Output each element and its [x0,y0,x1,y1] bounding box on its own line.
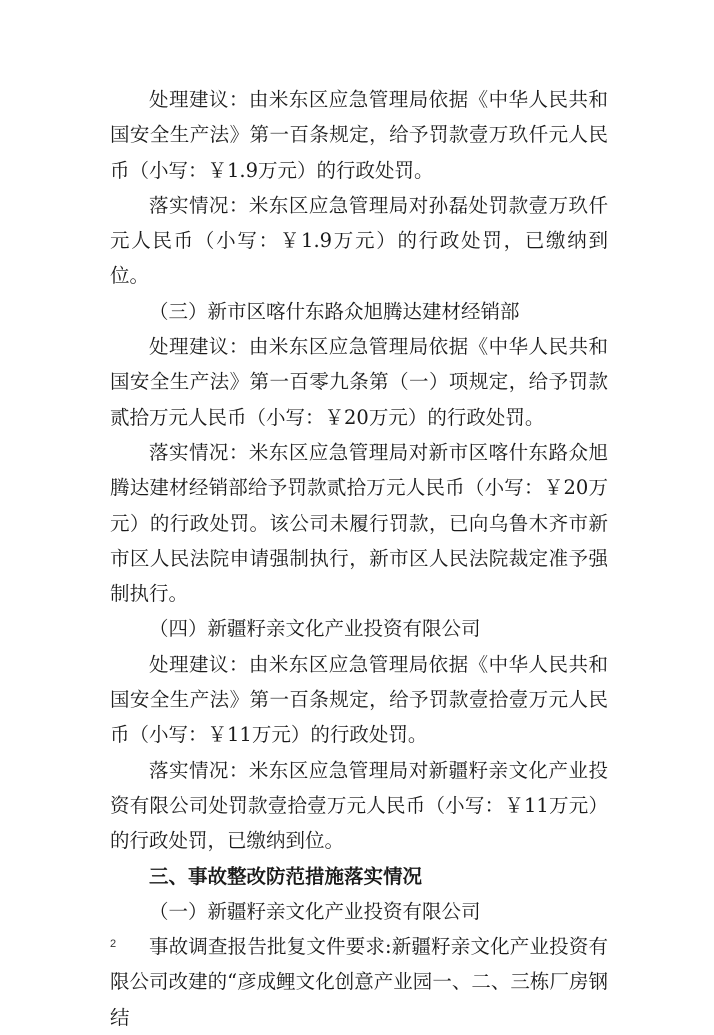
document-body [110,82,608,1035]
section-heading-3: （三）新市区喀什东路众旭腾达建材经销部 [149,299,520,323]
paragraph-proposal-3: 处理建议：由米东区应急管理局依据《中华人民共和国安全生产法》第一百零九条第（一）项规定，给予罚款贰拾万元人民币（小写：￥20万元）的行政处罚。 [110,335,608,429]
section-heading-4: （四）新疆籽亲文化产业投资有限公司 [149,617,481,641]
paragraph-implementation-4: 落实情况：米东区应急管理局对新疆籽亲文化产业投资有限公司处罚款壹拾壹万元人民币（小写：￥11万元）的行政处罚，已缴纳到位。 [110,758,608,853]
paragraph-proposal-4: 处理建议：由米东区应急管理局依据《中华人民共和国安全生产法》第一百条规定，给予罚款壹拾壹万元人民币（小写：￥11万元）的行政处罚。 [110,652,608,747]
paragraph-proposal-1: 处理建议：由米东区应急管理局依据《中华人民共和国安全生产法》第一百条规定，给予罚款壹万玖仟元人民币（小写：￥1.9万元）的行政处罚。 [110,88,608,182]
chapter-heading-3: 三、事故整改防范措施落实情况 [149,864,423,888]
subsection-heading-1: （一）新疆籽亲文化产业投资有限公司 [149,899,481,923]
paragraph-implementation-1: 落实情况：米东区应急管理局对孙磊处罚款壹万玖仟元人民币（小写：￥1.9万元）的行政处罚，已缴纳到位。 [110,193,608,288]
paragraph-rectification-1: 事故调查报告批复文件要求:新疆籽亲文化产业投资有限公司改建的“彦成鲤文化创意产业园一、二、三栋厂房钢结 [110,935,608,1029]
paragraph-implementation-3: 落实情况：米东区应急管理局对新市区喀什东路众旭腾达建材经销部给予罚款贰拾万元人民币（小写：￥20万元）的行政处罚。该公司未履行罚款，已向乌鲁木齐市新市区人民法院申请强制执行，新市区人民法院裁定准予强制执行。 [110,440,608,606]
page-number: 2 [110,938,117,950]
